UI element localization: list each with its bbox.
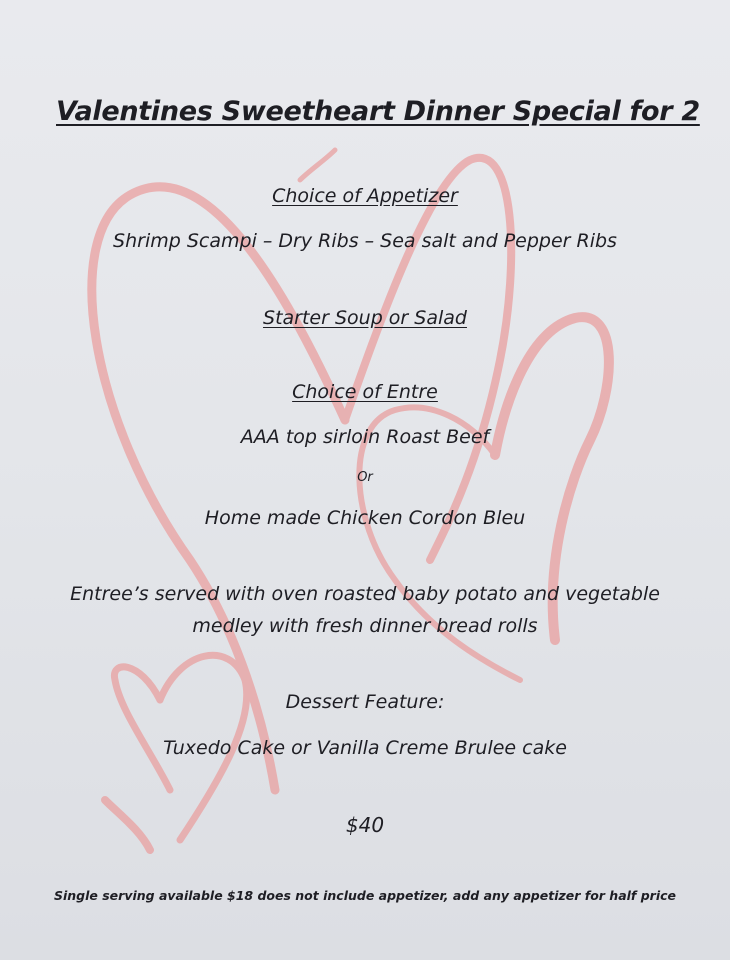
- appetizer-items: Shrimp Scampi – Dry Ribs – Sea salt and Pepper Ribs: [113, 230, 617, 252]
- entree-option-2: Home made Chicken Cordon Bleu: [204, 507, 526, 529]
- menu-title: Valentines Sweetheart Dinner Special for 2: [56, 96, 700, 127]
- entree-or: Or: [357, 470, 373, 485]
- dessert-items: Tuxedo Cake or Vanilla Creme Brulee cake: [163, 737, 567, 759]
- entree-description-line-1: Entree’s served with oven roasted baby potato and vegetable: [70, 583, 660, 605]
- entree-option-1: AAA top sirloin Roast Beef: [240, 426, 490, 448]
- starter-heading: Starter Soup or Salad: [263, 307, 467, 329]
- appetizer-heading: Choice of Appetizer: [272, 185, 458, 207]
- entree-description-line-2: medley with fresh dinner bread rolls: [192, 615, 538, 637]
- dessert-heading: Dessert Feature:: [285, 691, 445, 713]
- menu-price: $40: [345, 813, 385, 837]
- entree-heading: Choice of Entre: [292, 381, 438, 403]
- footer-note: Single serving available $18 does not include appetizer, add any appetizer for half price: [53, 888, 676, 903]
